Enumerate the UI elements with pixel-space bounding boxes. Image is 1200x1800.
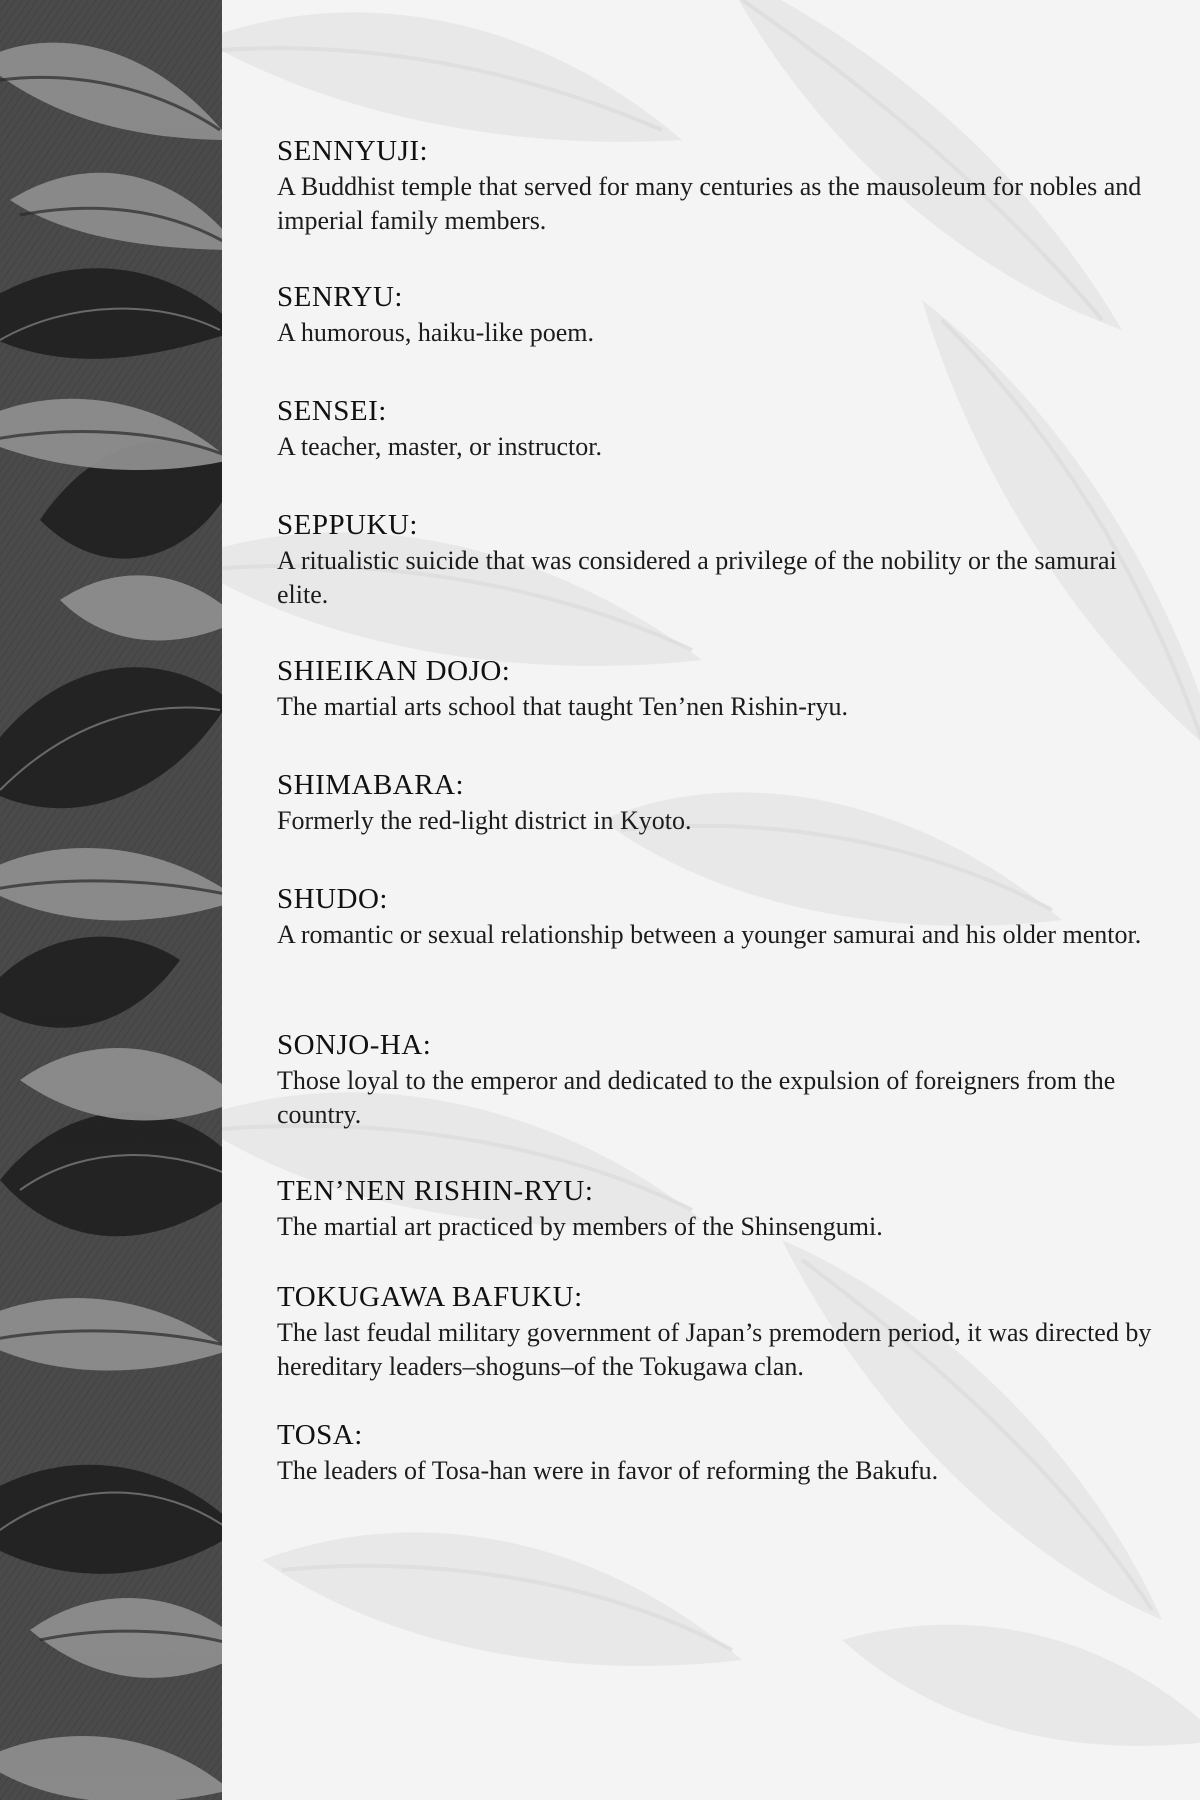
glossary-entry-sonjo-ha [277, 1028, 1157, 1132]
glossary-definition: Formerly the red-light district in Kyoto. [277, 806, 692, 835]
glossary-definition: The last feudal military government of Japan’s premodern period, it was directed by hereditary leaders–shoguns–of the Tokugawa clan. [277, 1318, 1152, 1381]
glossary-term: TOSA: [277, 1419, 363, 1451]
glossary-definition: A Buddhist temple that served for many centuries as the mausoleum for nobles and imperial family members. [277, 172, 1142, 235]
glossary-definition: The martial art practiced by members of the Shinsengumi. [277, 1212, 883, 1241]
glossary-entry-tokugawa-bafuku [277, 1280, 1157, 1384]
glossary-definition: The leaders of Tosa-han were in favor of reforming the Bakufu. [277, 1456, 939, 1485]
glossary-entry-seppuku [277, 508, 1157, 612]
glossary-term: SHIEIKAN DOJO: [277, 655, 511, 687]
glossary-entry-tennen-rishin-ryu [277, 1174, 1157, 1244]
glossary-term: SHIMABARA: [277, 769, 465, 801]
glossary-entry-shudo [277, 882, 1157, 952]
glossary-term: SENNYUJI: [277, 135, 429, 167]
glossary-term: TEN’NEN RISHIN-RYU: [277, 1175, 594, 1207]
glossary-definition: A teacher, master, or instructor. [277, 432, 602, 461]
glossary-term: SEPPUKU: [277, 509, 418, 541]
glossary-term: SHUDO: [277, 883, 388, 915]
glossary-entry-senryu [277, 280, 1157, 350]
glossary-definition: Those loyal to the emperor and dedicated to the expulsion of foreigners from the country. [277, 1066, 1116, 1129]
glossary-term: SENRYU: [277, 281, 403, 313]
glossary-definition: A humorous, haiku-like poem. [277, 318, 595, 347]
glossary-term: SENSEI: [277, 395, 387, 427]
glossary-definition: The martial arts school that taught Ten’nen Rishin-ryu. [277, 692, 849, 721]
glossary-definition: A ritualistic suicide that was considered a privilege of the nobility or the samurai elite. [277, 546, 1117, 609]
glossary-entry-sensei [277, 394, 1157, 464]
dark-leaf-fabric-pattern [0, 0, 222, 1800]
glossary-term: TOKUGAWA BAFUKU: [277, 1281, 583, 1313]
glossary-entry-shimabara [277, 768, 1157, 838]
glossary-term: SONJO-HA: [277, 1029, 432, 1061]
glossary-entry-tosa [277, 1418, 1157, 1488]
glossary-entry-sennyuji [277, 134, 1157, 238]
glossary-entry-shieikan-dojo [277, 654, 1157, 724]
glossary-definition: A romantic or sexual relationship between a younger samurai and his older mentor. [277, 920, 1142, 949]
leaf-pattern-graphic [0, 0, 222, 1800]
